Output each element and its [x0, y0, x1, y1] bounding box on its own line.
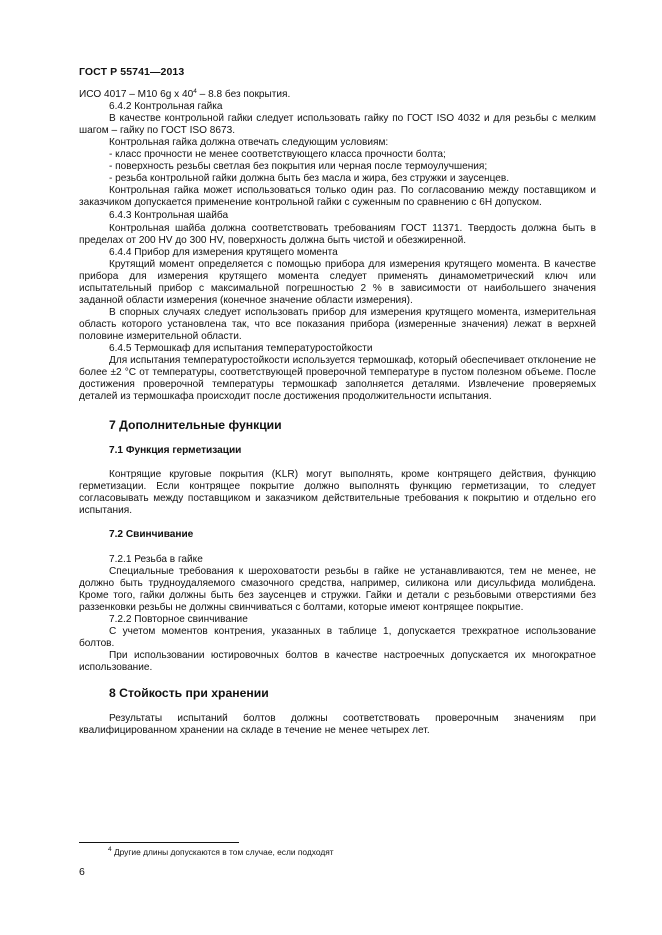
- list-item: - класс прочности не менее соответствующего класса прочности болта;: [109, 149, 446, 161]
- paragraph: С учетом моментов контрения, указанных в таблице 1, допускается трехкратное использование болтов.: [79, 625, 596, 649]
- paragraph: При использовании юстировочных болтов в качестве настроечных допускается их многократное использование.: [79, 649, 596, 673]
- paragraph: В качестве контрольной гайки следует использовать гайку по ГОСТ ISO 4032 и для резьбы с мелким шагом – гайку по ГОСТ ISO 8673.: [79, 113, 596, 137]
- heading-6-4-2: 6.4.2 Контрольная гайка: [109, 101, 223, 113]
- page-number: 6: [79, 866, 85, 878]
- section-7-title: 7 Дополнительные функции: [109, 418, 282, 433]
- document-body: [79, 89, 596, 737]
- paragraph: Результаты испытаний болтов должны соответствовать проверочным значениям при квалифицированном хранении на складе в течение не менее четырех лет.: [79, 712, 596, 737]
- iso-text: ИСО 4017 – М10 6g х 40: [79, 89, 194, 100]
- paragraph: Для испытания температуростойкости используется термошкаф, который обеспечивает отклонение не более ±2 °С от температуры, соответствующей проверочной температуре в пустом полезном объеме. После достижения проверочной температуры термошкаф заполняется деталями. Извлечение проверяемых деталей из термошкафа происходит после достижения продолжительности испытания.: [79, 355, 596, 403]
- paragraph: Контрящие круговые покрытия (KLR) могут выполнять, кроме контрящего действия, функцию герметизации. Если контрящее покрытие должно выполнять функцию герметизации, то следует согласовывать между поставщиком и заказчиком действительные требования к покрытию и отдельно его испытания.: [79, 469, 596, 517]
- heading-6-4-4: 6.4.4 Прибор для измерения крутящего момента: [109, 246, 338, 258]
- list-item: - резьба контрольной гайки должна быть без масла и жира, без стружки и заусенцев.: [109, 173, 510, 185]
- footnote-separator: [79, 842, 239, 843]
- paragraph: В спорных случаях следует использовать прибор для измерения крутящего момента, измерительная область которого установлена так, что все показания прибора (измеренные значения) лежат в верхней половине измерительной области.: [79, 306, 596, 342]
- list-item: - поверхность резьбы светлая без покрытия или черная после термоулучшения;: [109, 161, 488, 173]
- heading-6-4-3: 6.4.3 Контрольная шайба: [109, 210, 229, 222]
- iso-designation-line: [79, 89, 596, 101]
- iso-text-tail: – 8.8 без покрытия.: [196, 89, 291, 100]
- section-7-1-title: 7.1 Функция герметизации: [109, 445, 242, 457]
- footnote: [108, 847, 334, 857]
- footnote-text: Другие длины допускаются в том случае, если подходят: [111, 847, 334, 857]
- heading-6-4-5: 6.4.5 Термошкаф для испытания температуростойкости: [109, 342, 373, 354]
- section-7-2-title: 7.2 Свинчивание: [109, 529, 194, 541]
- section-8-title: 8 Стойкость при хранении: [109, 685, 269, 700]
- paragraph: Контрольная шайба должна соответствовать требованиям ГОСТ 11371. Твердость должна быть в пределах от 200 HV до 300 HV, поверхность должна быть чистой и обезжиренной.: [79, 222, 596, 246]
- paragraph: Крутящий момент определяется с помощью прибора для измерения крутящего момента. В качестве прибора для измерения крутящего момента следует применять динамометрический ключ или испытательный прибор с максимальной погрешностью 2 % в зависимости от наибольшего значения заданной области измерения (конечное значение области измерения).: [79, 258, 596, 306]
- heading-7-2-2: 7.2.2 Повторное свинчивание: [109, 613, 248, 625]
- paragraph: Специальные требования к шероховатости резьбы в гайке не устанавливаются, тем не менее, не должно быть трудноудаляемого смазочного средства, например, силикона или дисульфида молибдена. Кроме того, гайки должны быть без заусенцев и стружки. Гайки и детали с резьбовыми отверстиями без раззенковки резьбы не должны свинчиваться с болтами, которые имеют контрящее покрытие.: [79, 565, 596, 613]
- heading-7-2-1: 7.2.1 Резьба в гайке: [109, 553, 203, 565]
- paragraph: Контрольная гайка должна отвечать следующим условиям:: [109, 137, 389, 149]
- document-header: ГОСТ Р 55741—2013: [79, 66, 185, 78]
- footnote-ref: 4: [193, 88, 197, 95]
- footnote-mark: 4: [108, 846, 112, 853]
- paragraph: Контрольная гайка может использоваться только один раз. По согласованию между поставщиком и заказчиком допускается применение контрольной гайки с суженным по сравнению с 6Н допуском.: [79, 185, 596, 209]
